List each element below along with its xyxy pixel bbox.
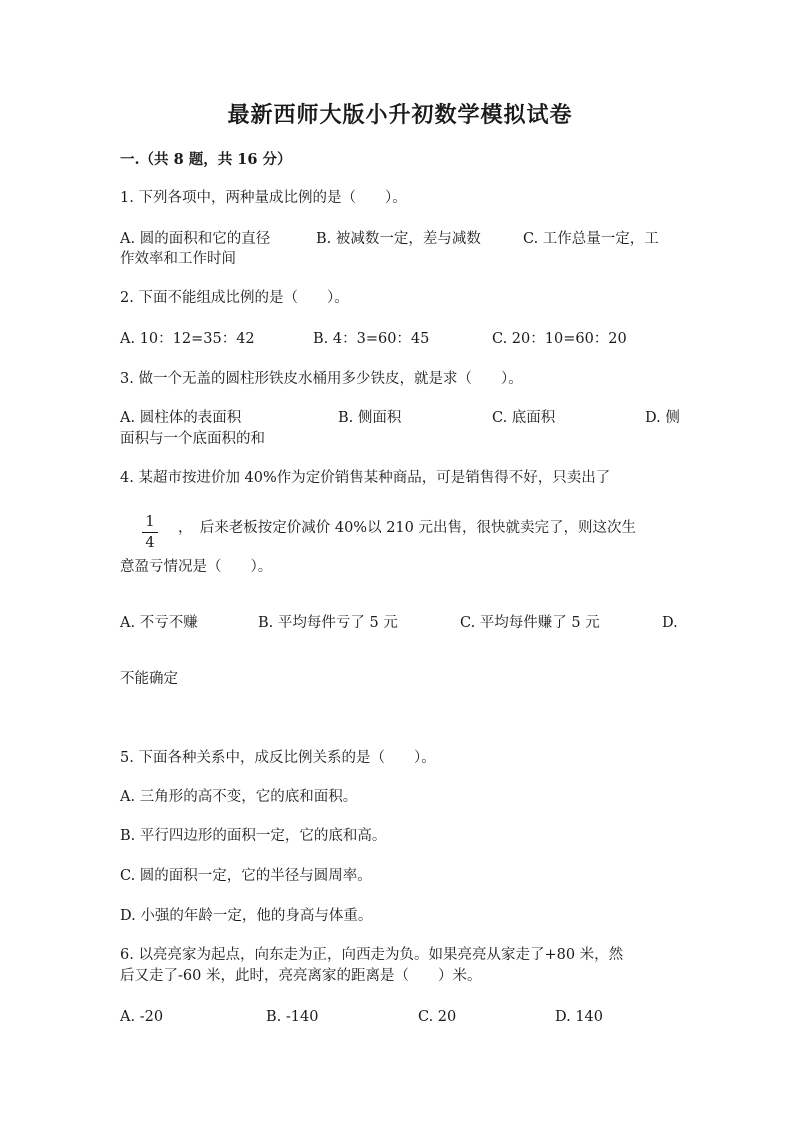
question-3-option-b: B. 侧面积: [338, 410, 402, 426]
question-3-option-d: D. 侧: [645, 410, 680, 426]
question-3-option-a: A. 圆柱体的表面积: [120, 410, 242, 426]
question-5-option-c: C. 圆的面积一定，它的半径与圆周率。: [120, 868, 372, 884]
fraction-bar: [142, 532, 158, 533]
question-4-option-d: D.: [662, 615, 678, 631]
question-2-option-a: A. 10：12=35：42: [120, 331, 255, 347]
question-5-option-b: B. 平行四边形的面积一定，它的底和高。: [120, 828, 387, 844]
section-header: 一.（共 8 题，共 16 分）: [120, 151, 292, 168]
question-3-option-d-continued: 面积与一个底面积的和: [120, 431, 265, 447]
question-4-option-d-continued: 不能确定: [120, 671, 178, 687]
question-5-option-a: A. 三角形的高不变，它的底和面积。: [120, 789, 358, 805]
question-4-stem-line-3: 意盈亏情况是（ ）。: [120, 559, 273, 575]
question-2-stem: 2. 下面不能组成比例的是（ ）。: [120, 290, 349, 306]
question-6-stem-line-2: 后又走了-60 米，此时，亮亮离家的距离是（ ）米。: [120, 968, 482, 984]
question-3-stem: 3. 做一个无盖的圆柱形铁皮水桶用多少铁皮，就是求（ ）。: [120, 371, 523, 387]
question-6-option-b: B. -140: [266, 1009, 319, 1025]
question-4-option-c: C. 平均每件赚了 5 元: [460, 615, 600, 631]
question-1-option-c: C. 工作总量一定，工: [523, 231, 659, 247]
question-4-option-a: A. 不亏不赚: [120, 615, 198, 631]
question-1-option-a: A. 圆的面积和它的直径: [120, 231, 271, 247]
question-1-stem: 1. 下列各项中，两种量成比例的是（ ）。: [120, 190, 407, 206]
question-6-option-a: A. -20: [120, 1009, 164, 1025]
question-6-stem: 6. 以亮亮家为起点，向东走为正，向西走为负。如果亮亮从家走了+80 米，然: [120, 947, 624, 963]
question-6-option-d: D. 140: [555, 1009, 604, 1025]
question-2-option-c: C. 20：10=60：20: [492, 331, 627, 347]
page-title: 最新西师大版小升初数学模拟试卷: [227, 102, 573, 128]
question-6-option-c: C. 20: [418, 1009, 457, 1025]
question-1-option-b: B. 被减数一定，差与减数: [316, 231, 481, 247]
fraction-denominator: 4: [145, 535, 155, 551]
fraction-numerator: 1: [145, 514, 155, 530]
fraction-one-quarter: [140, 513, 160, 552]
question-5-stem: 5. 下面各种关系中，成反比例关系的是（ ）。: [120, 750, 436, 766]
question-2-option-b: B. 4：3=60：45: [313, 331, 430, 347]
question-4-option-b: B. 平均每件亏了 5 元: [258, 615, 398, 631]
question-5-option-d: D. 小强的年龄一定，他的身高与体重。: [120, 908, 373, 924]
question-3-option-c: C. 底面积: [492, 410, 556, 426]
question-4-stem-line-2: ， 后来老板按定价减价 40%以 210 元出售，很快就卖完了，则这次生: [178, 520, 636, 536]
question-4-stem: 4. 某超市按进价加 40%作为定价销售某种商品，可是销售得不好，只卖出了: [120, 470, 611, 486]
question-1-option-c-continued: 作效率和工作时间: [120, 251, 236, 267]
